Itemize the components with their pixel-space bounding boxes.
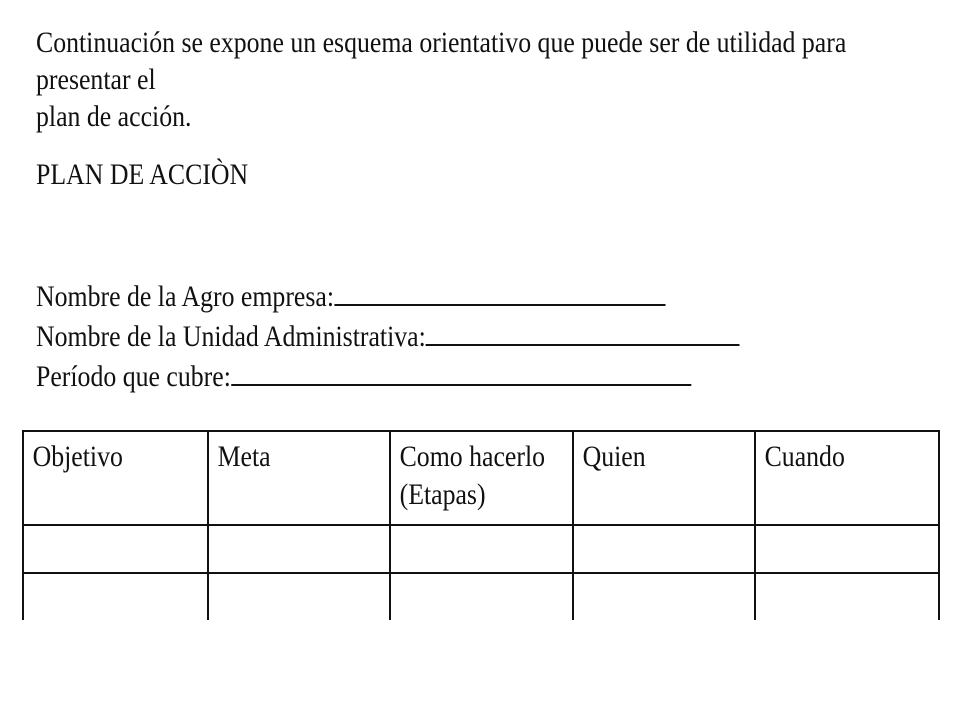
table-cell bbox=[23, 573, 208, 620]
table-row bbox=[23, 573, 939, 620]
column-header-objetivo: Objetivo bbox=[23, 431, 208, 525]
intro-paragraph bbox=[36, 24, 939, 135]
table-cell bbox=[23, 525, 208, 573]
action-plan-table bbox=[22, 430, 940, 620]
field-unidad-administrativa bbox=[36, 316, 740, 356]
document-body bbox=[36, 24, 847, 393]
table-cell bbox=[573, 573, 755, 620]
blank-line bbox=[231, 356, 691, 386]
field-label: Nombre de la Agro empresa: bbox=[36, 280, 335, 313]
table-cell bbox=[755, 525, 939, 573]
intro-line-1: Continuación se expone un esquema orientativo que puede ser de utilidad para presentar el bbox=[36, 26, 847, 96]
column-header-como-hacerlo: Como hacerlo (Etapas) bbox=[390, 431, 573, 525]
intro-line-2: plan de acción. bbox=[36, 100, 192, 133]
table-row bbox=[23, 525, 939, 573]
table-cell bbox=[390, 525, 573, 573]
table-header-row bbox=[23, 431, 939, 525]
blank-line bbox=[426, 316, 740, 346]
table-cell bbox=[390, 573, 573, 620]
column-header-cuando: Cuando bbox=[755, 431, 939, 525]
table-cell bbox=[208, 525, 390, 573]
page-title: PLAN DE ACCIÒN bbox=[36, 158, 249, 191]
column-header-quien: Quien bbox=[573, 431, 755, 525]
table-cell bbox=[573, 525, 755, 573]
column-header-meta: Meta bbox=[208, 431, 390, 525]
form-fields bbox=[36, 276, 740, 396]
blank-line bbox=[334, 276, 665, 306]
field-periodo bbox=[36, 356, 740, 396]
field-label: Nombre de la Unidad Administrativa: bbox=[36, 320, 426, 353]
field-label: Período que cubre: bbox=[36, 360, 231, 393]
field-agro-empresa bbox=[36, 276, 740, 316]
table-cell bbox=[208, 573, 390, 620]
table-cell bbox=[755, 573, 939, 620]
